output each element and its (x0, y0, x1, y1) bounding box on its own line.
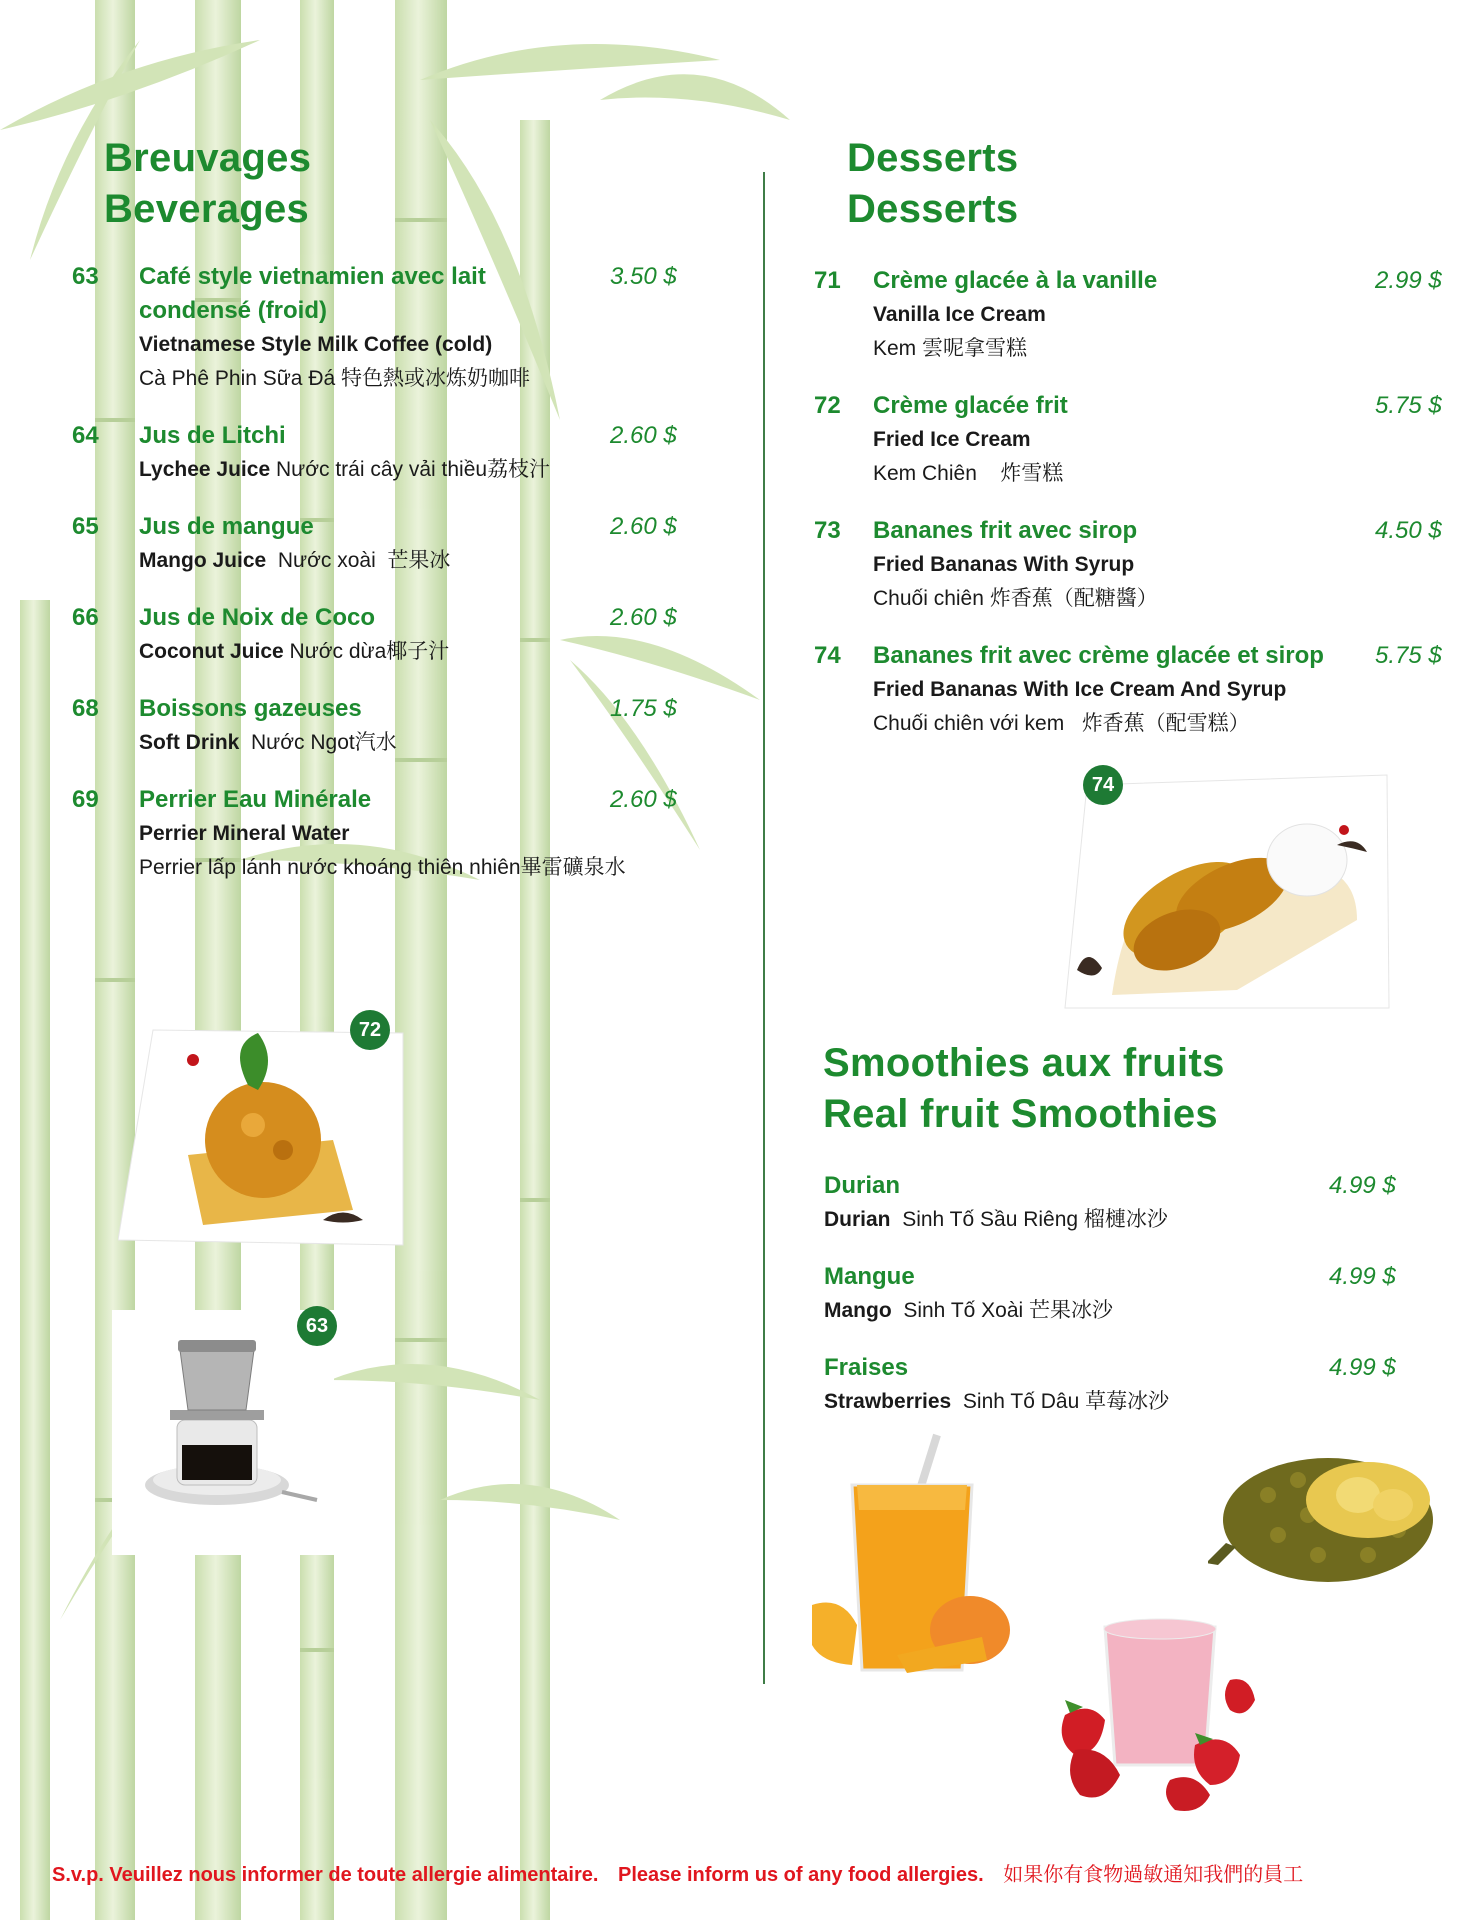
menu-item (824, 1169, 1404, 1237)
item-badge-72: 72 (350, 1010, 390, 1050)
item-name-en (139, 726, 712, 760)
item-name-vi-zh: Sinh Tố Dâu 草莓冰沙 (962, 1390, 1170, 1413)
durian-photo (1208, 1425, 1453, 1595)
item-price: 5.75 $ (1375, 642, 1442, 669)
item-name-en-text: Strawberries (824, 1390, 952, 1413)
item-badge-74: 74 (1083, 765, 1123, 805)
item-name-fr: Mangue (824, 1263, 915, 1290)
beverages-list (72, 260, 712, 908)
menu-item (72, 783, 712, 885)
item-number: 64 (72, 422, 99, 449)
item-name-fr: Bananes frit avec sirop (873, 517, 1138, 544)
allergy-notice-fr: S.v.p. Veuillez nous informer de toute allergie alimentaire. (52, 1864, 599, 1886)
item-name-en (139, 544, 712, 578)
item-number: 72 (814, 392, 841, 419)
menu-item (814, 639, 1454, 741)
item-name-vi-zh: Kem 雲呢拿雪糕 (873, 337, 1028, 360)
item-name-vi-zh: Perrier lấp lánh nước khoáng thiên nhiên畢雷礦泉水 (139, 856, 626, 879)
item-name-fr: Durian (824, 1172, 901, 1199)
item-name-fr: Boissons gazeuses (139, 695, 362, 722)
fried-bananas-photo (1057, 770, 1392, 1010)
item-price: 4.50 $ (1375, 517, 1442, 544)
item-price: 5.75 $ (1375, 392, 1442, 419)
item-name-en: Fried Bananas With Ice Cream And Syrup (873, 678, 1287, 701)
menu-item (72, 601, 712, 669)
item-name-en (824, 1203, 1404, 1237)
item-name-fr: Jus de mangue (139, 513, 314, 540)
beverages-heading (104, 133, 311, 235)
item-name-en: Fried Ice Cream (873, 428, 1031, 451)
item-name-vi-zh: Kem Chiên 炸雪糕 (873, 462, 1064, 485)
item-name-en-text: Mango (824, 1299, 892, 1322)
item-name-vi-zh: Sinh Tố Sầu Riêng 榴槤冰沙 (902, 1208, 1168, 1231)
vietnamese-coffee-photo (112, 1310, 334, 1555)
item-price: 2.99 $ (1375, 267, 1442, 294)
item-name-en: Perrier Mineral Water (139, 822, 350, 845)
item-name-en-text: Durian (824, 1208, 891, 1231)
menu-item (72, 692, 712, 760)
allergy-notice (52, 1858, 1452, 1887)
item-name-fr: Bananes frit avec crème glacée et sirop (873, 642, 1324, 669)
menu-item (72, 419, 712, 487)
item-name-en-text: Lychee Juice (139, 458, 271, 481)
item-name-vi-zh: Cà Phê Phin Sữa Đá 特色熱或冰炼奶咖啡 (139, 367, 531, 390)
menu-item (824, 1351, 1404, 1419)
item-name-vi-zh: Sinh Tố Xoài 芒果冰沙 (903, 1299, 1114, 1322)
item-number: 69 (72, 786, 99, 813)
smoothies-heading (823, 1038, 1225, 1140)
column-divider (763, 172, 765, 1684)
menu-item (824, 1260, 1404, 1328)
item-name-fr: Café style vietnamien avec lait condensé (froid) (139, 263, 486, 324)
strawberry-smoothie-photo (1045, 1605, 1260, 1820)
item-number: 74 (814, 642, 841, 669)
desserts-heading (847, 133, 1018, 235)
desserts-title-fr: Desserts (847, 136, 1019, 180)
item-price: 2.60 $ (610, 604, 677, 631)
item-badge-63: 63 (297, 1306, 337, 1346)
item-number: 66 (72, 604, 99, 631)
item-price: 1.75 $ (610, 695, 677, 722)
fried-ice-cream-photo (118, 1025, 408, 1250)
item-name-fr: Fraises (824, 1354, 909, 1381)
item-name-en (824, 1385, 1404, 1419)
item-number: 68 (72, 695, 99, 722)
item-name-en-text: Coconut Juice (139, 640, 284, 663)
smoothies-title-en: Real fruit Smoothies (823, 1092, 1218, 1136)
item-name-fr: Crème glacée à la vanille (873, 267, 1158, 294)
item-number: 65 (72, 513, 99, 540)
menu-item (814, 264, 1454, 366)
item-name-vi-zh: Nước dừa椰子汁 (289, 640, 450, 663)
item-price: 4.99 $ (1329, 1263, 1396, 1290)
item-name-en-text: Mango Juice (139, 549, 267, 572)
mango-smoothie-photo (812, 1425, 1012, 1685)
item-name-en (139, 453, 712, 487)
item-name-fr: Crème glacée frit (873, 392, 1068, 419)
item-name-en: Vietnamese Style Milk Coffee (cold) (139, 333, 493, 356)
item-name-en-text: Soft Drink (139, 731, 240, 754)
allergy-notice-zh: 如果你有食物過敏通知我們的員工 (1003, 1862, 1304, 1886)
item-name-fr: Jus de Noix de Coco (139, 604, 376, 631)
menu-item (72, 260, 712, 396)
smoothies-list (824, 1169, 1404, 1442)
smoothies-title-fr: Smoothies aux fruits (823, 1041, 1225, 1085)
item-name-fr: Jus de Litchi (139, 422, 286, 449)
item-name-vi-zh: Nước xoài 芒果冰 (277, 549, 451, 572)
item-name-vi-zh: Chuối chiên 炸香蕉（配糖醬） (873, 587, 1158, 610)
item-name-en: Fried Bananas With Syrup (873, 553, 1135, 576)
allergy-notice-en: Please inform us of any food allergies. (618, 1864, 984, 1886)
item-name-en (824, 1294, 1404, 1328)
item-price: 2.60 $ (610, 786, 677, 813)
beverages-title-fr: Breuvages (104, 136, 312, 180)
item-name-vi-zh: Chuối chiên với kem 炸香蕉（配雪糕） (873, 712, 1250, 735)
item-price: 3.50 $ (610, 263, 677, 290)
item-number: 71 (814, 267, 841, 294)
item-price: 2.60 $ (610, 422, 677, 449)
desserts-title-en: Desserts (847, 187, 1019, 231)
item-price: 4.99 $ (1329, 1172, 1396, 1199)
desserts-list (814, 264, 1454, 764)
item-name-vi-zh: Nước Ngot汽水 (251, 731, 397, 754)
item-price: 2.60 $ (610, 513, 677, 540)
menu-item (814, 514, 1454, 616)
item-name-vi-zh: Nước trái cây vải thiều荔枝汁 (275, 458, 551, 481)
item-name-en: Vanilla Ice Cream (873, 303, 1046, 326)
item-name-en (139, 635, 712, 669)
menu-item (814, 389, 1454, 491)
menu-item (72, 510, 712, 578)
item-name-fr: Perrier Eau Minérale (139, 786, 372, 813)
beverages-title-en: Beverages (104, 187, 310, 231)
item-number: 63 (72, 263, 99, 290)
item-number: 73 (814, 517, 841, 544)
item-price: 4.99 $ (1329, 1354, 1396, 1381)
